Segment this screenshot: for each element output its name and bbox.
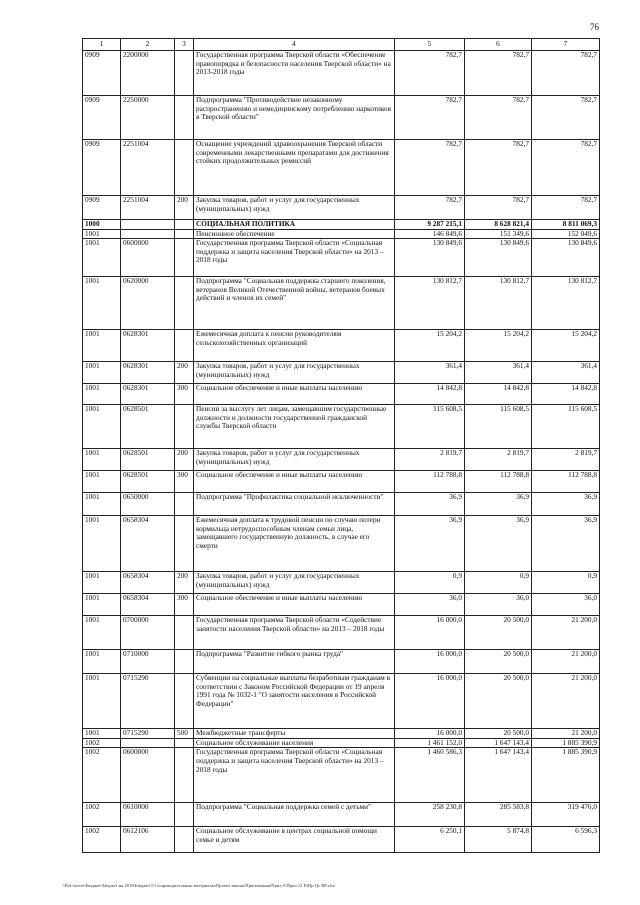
expense-type-code — [175, 239, 194, 277]
table-row — [83, 362, 600, 384]
table-row — [83, 51, 600, 96]
expense-type-code — [175, 674, 194, 729]
col-header-7: 7 — [532, 39, 600, 51]
target-article-code: 0658304 — [121, 572, 175, 594]
amount-year-1: 1 461 152,0 — [395, 738, 465, 748]
table-row — [83, 471, 600, 493]
amount-year-2: 782,7 — [465, 96, 532, 140]
section-code: 1001 — [83, 572, 121, 594]
expense-type-code — [175, 229, 194, 239]
amount-year-1: 16 000,0 — [395, 729, 465, 739]
section-code: 0909 — [83, 196, 121, 220]
table-row — [83, 493, 600, 516]
target-article-code: 0700000 — [121, 616, 175, 650]
table-row — [83, 277, 600, 330]
amount-year-1: 16 000,0 — [395, 616, 465, 650]
item-name: Государственная программа Тверской области «Социальная поддержка и защита населения Тверской области» на 2013 – 2018 годы — [194, 239, 395, 277]
item-name: Подпрограмма "Противодействие незаконному распространению и немедицинскому потреблению наркотиков в Тверской области" — [194, 96, 395, 140]
expense-type-code — [175, 803, 194, 827]
table-row — [83, 220, 600, 230]
expense-type-code — [175, 748, 194, 803]
col-header-6: 6 — [465, 39, 532, 51]
table-row — [83, 827, 600, 853]
item-name: Социальное обслуживание населения — [194, 738, 395, 748]
amount-year-2: 115 608,5 — [465, 405, 532, 449]
target-article-code: 0628301 — [121, 362, 175, 384]
amount-year-2: 0,9 — [465, 572, 532, 594]
amount-year-2: 1 647 143,4 — [465, 738, 532, 748]
expense-type-code — [175, 140, 194, 196]
section-code: 1001 — [83, 405, 121, 449]
target-article-code: 0628501 — [121, 405, 175, 449]
target-article-code: 0628501 — [121, 449, 175, 471]
target-article-code: 0600000 — [121, 239, 175, 277]
amount-year-1: 115 608,5 — [395, 405, 465, 449]
item-name: Социальное обслуживание в центрах социальной помощи семье и детям — [194, 827, 395, 853]
expense-type-code — [175, 405, 194, 449]
section-code: 1001 — [83, 493, 121, 516]
table-row — [83, 96, 600, 140]
table-row — [83, 140, 600, 196]
section-code: 1001 — [83, 330, 121, 362]
col-header-3: 3 — [175, 39, 194, 51]
item-name: Закупка товаров, работ и услуг для государственных (муниципальных) нужд — [194, 196, 395, 220]
amount-year-3: 36,9 — [532, 493, 600, 516]
amount-year-1: 130 849,6 — [395, 239, 465, 277]
section-code: 1002 — [83, 748, 121, 803]
item-name: Закупка товаров, работ и услуг для государственных (муниципальных) нужд — [194, 362, 395, 384]
target-article-code: 0650000 — [121, 493, 175, 516]
amount-year-1: 361,4 — [395, 362, 465, 384]
amount-year-1: 36,9 — [395, 493, 465, 516]
item-name: Социальное обеспечение и иные выплаты населению — [194, 471, 395, 493]
section-code: 1001 — [83, 729, 121, 739]
amount-year-1: 36,0 — [395, 594, 465, 616]
amount-year-3: 36,0 — [532, 594, 600, 616]
target-article-code: 0715290 — [121, 674, 175, 729]
target-article-code: 2251004 — [121, 196, 175, 220]
target-article-code: 0628301 — [121, 384, 175, 405]
amount-year-2: 112 788,8 — [465, 471, 532, 493]
amount-year-3: 21 200,0 — [532, 729, 600, 739]
amount-year-3: 21 200,0 — [532, 616, 600, 650]
amount-year-1: 36,9 — [395, 516, 465, 572]
item-name: Государственная программа Тверской области «Обеспечение правопорядка и безопасности населения Тверской области» на 2013-2018 годы — [194, 51, 395, 96]
section-code: 1002 — [83, 738, 121, 748]
amount-year-2: 782,7 — [465, 51, 532, 96]
section-code: 1001 — [83, 674, 121, 729]
amount-year-3: 319 476,0 — [532, 803, 600, 827]
amount-year-3: 112 788,8 — [532, 471, 600, 493]
target-article-code: 0658304 — [121, 516, 175, 572]
target-article-code: 2251004 — [121, 140, 175, 196]
col-header-4: 4 — [194, 39, 395, 51]
file-path-footer: \\File-server\Бюджет\Бюджет на 2016\Бюджет\5 Сопроводительные материалы\Проект закона\Приложения\Прил 5\Прил 12 РзПр Цс ВР.xlsx — [62, 883, 336, 888]
amount-year-3: 782,7 — [532, 96, 600, 140]
page-number: 76 — [590, 22, 599, 32]
expense-type-code — [175, 738, 194, 748]
amount-year-2: 2 819,7 — [465, 449, 532, 471]
amount-year-2: 285 583,8 — [465, 803, 532, 827]
amount-year-1: 112 788,8 — [395, 471, 465, 493]
table-row — [83, 729, 600, 739]
amount-year-3: 21 200,0 — [532, 674, 600, 729]
target-article-code: 0612106 — [121, 827, 175, 853]
table-row — [83, 330, 600, 362]
amount-year-3: 782,7 — [532, 140, 600, 196]
amount-year-1: 14 842,8 — [395, 384, 465, 405]
expense-type-code: 500 — [175, 729, 194, 739]
section-code: 1000 — [83, 220, 121, 230]
item-name: Закупка товаров, работ и услуг для государственных (муниципальных) нужд — [194, 572, 395, 594]
section-code: 1001 — [83, 384, 121, 405]
section-code: 1001 — [83, 650, 121, 674]
amount-year-1: 782,7 — [395, 96, 465, 140]
target-article-code: 0628301 — [121, 330, 175, 362]
amount-year-2: 151 349,6 — [465, 229, 532, 239]
item-name: Государственная программа Тверской области «Содействие занятости населения Тверской области» на 2013 – 2018 годы — [194, 616, 395, 650]
item-name: Закупка товаров, работ и услуг для государственных (муниципальных) нужд — [194, 449, 395, 471]
target-article-code: 0600000 — [121, 748, 175, 803]
amount-year-1: 258 230,8 — [395, 803, 465, 827]
amount-year-1: 9 287 215,1 — [395, 220, 465, 230]
expense-type-code — [175, 650, 194, 674]
item-name: Социальное обеспечение и иные выплаты населению — [194, 384, 395, 405]
col-header-1: 1 — [83, 39, 121, 51]
amount-year-3: 361,4 — [532, 362, 600, 384]
amount-year-1: 2 819,7 — [395, 449, 465, 471]
amount-year-2: 782,7 — [465, 140, 532, 196]
expense-type-code: 200 — [175, 449, 194, 471]
amount-year-2: 782,7 — [465, 196, 532, 220]
budget-table — [82, 38, 600, 853]
table-row — [83, 405, 600, 449]
amount-year-2: 14 842,8 — [465, 384, 532, 405]
target-article-code: 0628501 — [121, 471, 175, 493]
amount-year-1: 16 000,0 — [395, 674, 465, 729]
table-row — [83, 748, 600, 803]
amount-year-1: 15 204,2 — [395, 330, 465, 362]
target-article-code: 0658304 — [121, 594, 175, 616]
amount-year-3: 152 049,6 — [532, 229, 600, 239]
amount-year-1: 782,7 — [395, 140, 465, 196]
amount-year-1: 146 849,6 — [395, 229, 465, 239]
expense-type-code — [175, 277, 194, 330]
expense-type-code: 300 — [175, 384, 194, 405]
table-row — [83, 239, 600, 277]
expense-type-code: 200 — [175, 196, 194, 220]
section-code: 1002 — [83, 827, 121, 853]
amount-year-2: 20 500,0 — [465, 616, 532, 650]
expense-type-code — [175, 616, 194, 650]
amount-year-1: 1 460 586,3 — [395, 748, 465, 803]
table-row — [83, 384, 600, 405]
col-header-5: 5 — [395, 39, 465, 51]
section-code: 1001 — [83, 516, 121, 572]
table-row — [83, 803, 600, 827]
amount-year-2: 36,9 — [465, 516, 532, 572]
section-code: 1001 — [83, 471, 121, 493]
expense-type-code — [175, 51, 194, 96]
amount-year-2: 8 628 821,4 — [465, 220, 532, 230]
table-row — [83, 572, 600, 594]
amount-year-2: 20 500,0 — [465, 650, 532, 674]
item-name: Ежемесячная доплата к трудовой пенсии по случаю потери кормильца нетрудоспособным членам семьи лица, замещавшего государственную должность, в случае его смерти — [194, 516, 395, 572]
item-name: Подпрограмма "Социальная поддержка семей с детьми" — [194, 803, 395, 827]
expense-type-code: 300 — [175, 594, 194, 616]
expense-type-code — [175, 220, 194, 230]
expense-type-code — [175, 330, 194, 362]
amount-year-3: 115 608,5 — [532, 405, 600, 449]
table-row — [83, 650, 600, 674]
target-article-code: 2250000 — [121, 96, 175, 140]
table-row — [83, 196, 600, 220]
target-article-code: 0715290 — [121, 729, 175, 739]
item-name: Государственная программа Тверской области «Социальная поддержка и защита населения Тверской области» на 2013 – 2018 годы — [194, 748, 395, 803]
amount-year-3: 8 811 069,3 — [532, 220, 600, 230]
item-name: Социальное обеспечение и иные выплаты населению — [194, 594, 395, 616]
table-row — [83, 674, 600, 729]
item-name: Пенсионное обеспечение — [194, 229, 395, 239]
amount-year-3: 36,9 — [532, 516, 600, 572]
amount-year-3: 130 812,7 — [532, 277, 600, 330]
item-name: СОЦИАЛЬНАЯ ПОЛИТИКА — [194, 220, 395, 230]
amount-year-3: 6 596,3 — [532, 827, 600, 853]
amount-year-3: 1 885 390,9 — [532, 738, 600, 748]
expense-type-code: 200 — [175, 362, 194, 384]
section-code: 1001 — [83, 616, 121, 650]
section-code: 0909 — [83, 96, 121, 140]
section-code: 1001 — [83, 239, 121, 277]
col-header-2: 2 — [121, 39, 175, 51]
target-article-code: 0620000 — [121, 277, 175, 330]
section-code: 1002 — [83, 803, 121, 827]
section-code: 1001 — [83, 449, 121, 471]
amount-year-3: 0,9 — [532, 572, 600, 594]
table-row — [83, 594, 600, 616]
expense-type-code — [175, 493, 194, 516]
amount-year-3: 2 819,7 — [532, 449, 600, 471]
target-article-code: 0710000 — [121, 650, 175, 674]
section-code: 0909 — [83, 140, 121, 196]
item-name: Пенсии за выслугу лет лицам, замещавшим государственные должности и должности государственной гражданской службы Тверской области — [194, 405, 395, 449]
table-row — [83, 516, 600, 572]
section-code: 1001 — [83, 229, 121, 239]
table-row — [83, 449, 600, 471]
amount-year-1: 0,9 — [395, 572, 465, 594]
amount-year-1: 16 000,0 — [395, 650, 465, 674]
amount-year-2: 130 812,7 — [465, 277, 532, 330]
amount-year-2: 36,0 — [465, 594, 532, 616]
target-article-code: 0610000 — [121, 803, 175, 827]
amount-year-3: 21 200,0 — [532, 650, 600, 674]
expense-type-code — [175, 516, 194, 572]
target-article-code — [121, 220, 175, 230]
amount-year-2: 36,9 — [465, 493, 532, 516]
amount-year-3: 130 849,6 — [532, 239, 600, 277]
amount-year-3: 15 204,2 — [532, 330, 600, 362]
amount-year-2: 20 500,0 — [465, 674, 532, 729]
target-article-code: 2200000 — [121, 51, 175, 96]
item-name: Субвенции на социальные выплаты безработным гражданам в соответствии с Законом Российской Федерации от 19 апреля 1991 года № 1032-1 "О занятости населения в Российской Федерации" — [194, 674, 395, 729]
expense-type-code: 200 — [175, 572, 194, 594]
amount-year-2: 361,4 — [465, 362, 532, 384]
amount-year-2: 15 204,2 — [465, 330, 532, 362]
item-name: Ежемесячная доплата к пенсии руководителям сельскохозяйственных организаций — [194, 330, 395, 362]
item-name: Межбюджетные трансферты — [194, 729, 395, 739]
table-row — [83, 616, 600, 650]
amount-year-3: 782,7 — [532, 51, 600, 96]
amount-year-3: 1 885 390,9 — [532, 748, 600, 803]
amount-year-3: 14 842,8 — [532, 384, 600, 405]
item-name: Подпрограмма "Развитие гибкого рынка труда" — [194, 650, 395, 674]
section-code: 1001 — [83, 362, 121, 384]
section-code: 1001 — [83, 277, 121, 330]
item-name: Оснащение учреждений здравоохранения Тверской области современными лекарственными препаратами для достижения стойких продолжительных ремиссий — [194, 140, 395, 196]
amount-year-2: 130 849,6 — [465, 239, 532, 277]
amount-year-1: 782,7 — [395, 51, 465, 96]
section-code: 0909 — [83, 51, 121, 96]
amount-year-2: 5 874,8 — [465, 827, 532, 853]
expense-type-code — [175, 827, 194, 853]
item-name: Подпрограмма "Социальная поддержка старшего поколения, ветеранов Великой Отечественной войны, ветеранов боевых действий и членов их семей" — [194, 277, 395, 330]
amount-year-2: 1 647 143,4 — [465, 748, 532, 803]
amount-year-2: 20 500,0 — [465, 729, 532, 739]
amount-year-1: 782,7 — [395, 196, 465, 220]
amount-year-1: 130 812,7 — [395, 277, 465, 330]
header-row — [83, 39, 600, 51]
item-name: Подпрограмма "Профилактика социальной исключенности" — [194, 493, 395, 516]
amount-year-1: 6 250,1 — [395, 827, 465, 853]
section-code: 1001 — [83, 594, 121, 616]
expense-type-code: 300 — [175, 471, 194, 493]
amount-year-3: 782,7 — [532, 196, 600, 220]
expense-type-code — [175, 96, 194, 140]
